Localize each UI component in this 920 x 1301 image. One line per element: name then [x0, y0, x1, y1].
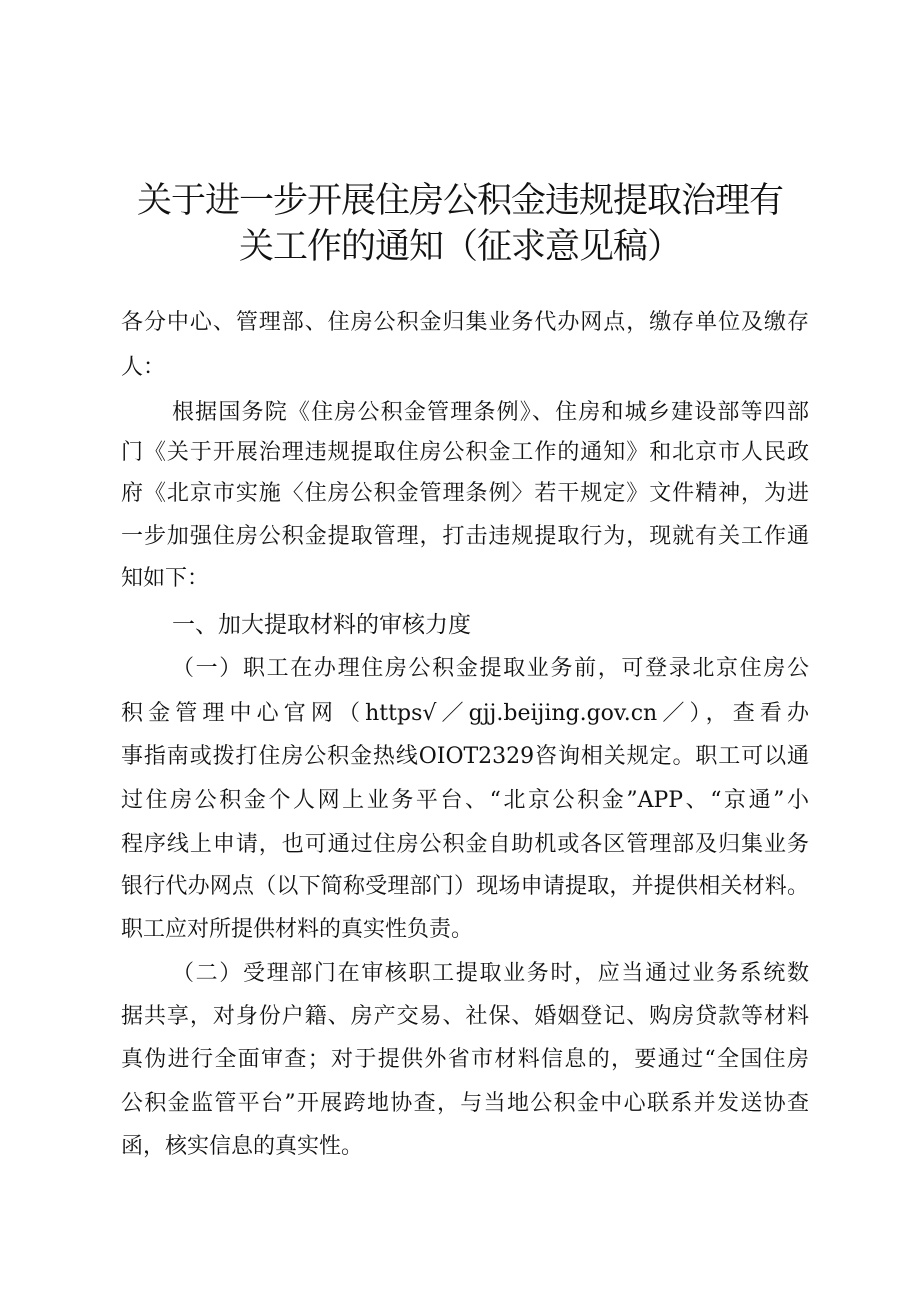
- item1-line-5: 程序线上申请，也可通过住房公积金自助机或各区管理部及归集业务: [121, 832, 809, 857]
- document-title: [110, 178, 810, 270]
- item1-line-2: 积金管理中心官网（https√／gjj.beijing.gov.cn／），查看办: [121, 701, 809, 726]
- item2-line-1: （二）受理部门在审核职工提取业务时，应当通过业务系统数: [172, 961, 809, 986]
- item1-line-6: 银行代办网点（以下简称受理部门）现场申请提取，并提供相关材料。: [121, 874, 809, 899]
- item1-line-3: 事指南或拨打住房公积金热线OIOT2329咨询相关规定。职工可以通: [121, 744, 809, 769]
- intro-line-3: 府《北京市实施〈住房公积金管理条例〉若干规定》文件精神，为进: [121, 481, 809, 506]
- item2-line-2: 据共享，对身份户籍、房产交易、社保、婚姻登记、购房贷款等材料: [121, 1004, 809, 1029]
- section-heading-1: 一、加大提取材料的审核力度: [172, 612, 471, 638]
- item1-line-1: （一）职工在办理住房公积金提取业务前，可登录北京住房公: [172, 656, 809, 681]
- item2-line-5: 函，核实信息的真实性。: [121, 1134, 364, 1159]
- title-line-2: 关工作的通知（征求意见稿）: [238, 227, 681, 267]
- intro-line-4: 一步加强住房公积金提取管理，打击违规提取行为，现就有关工作通: [121, 524, 809, 549]
- item1-line-7: 职工应对所提供材料的真实性负责。: [121, 917, 474, 942]
- intro-line-1: 根据国务院《住房公积金管理条例》、住房和城乡建设部等四部: [172, 400, 809, 425]
- salutation-line-1: 各分中心、管理部、住房公积金归集业务代办网点，缴存单位及缴存: [121, 310, 809, 335]
- item2-line-3: 真伪进行全面审查；对于提供外省市材料信息的，要通过“全国住房: [121, 1047, 809, 1072]
- item2-line-4: 公积金监管平台”开展跨地协查，与当地公积金中心联系并发送协查: [121, 1091, 809, 1116]
- intro-line-5: 知如下：: [121, 566, 210, 591]
- intro-line-2: 门《关于开展治理违规提取住房公积金工作的通知》和北京市人民政: [121, 440, 809, 465]
- item1-line-4: 过住房公积金个人网上业务平台、“北京公积金”APP、“京通”小: [121, 788, 809, 813]
- salutation-line-2: 人：: [121, 355, 166, 380]
- title-line-1: 关于进一步开展住房公积金违规提取治理有: [136, 181, 783, 221]
